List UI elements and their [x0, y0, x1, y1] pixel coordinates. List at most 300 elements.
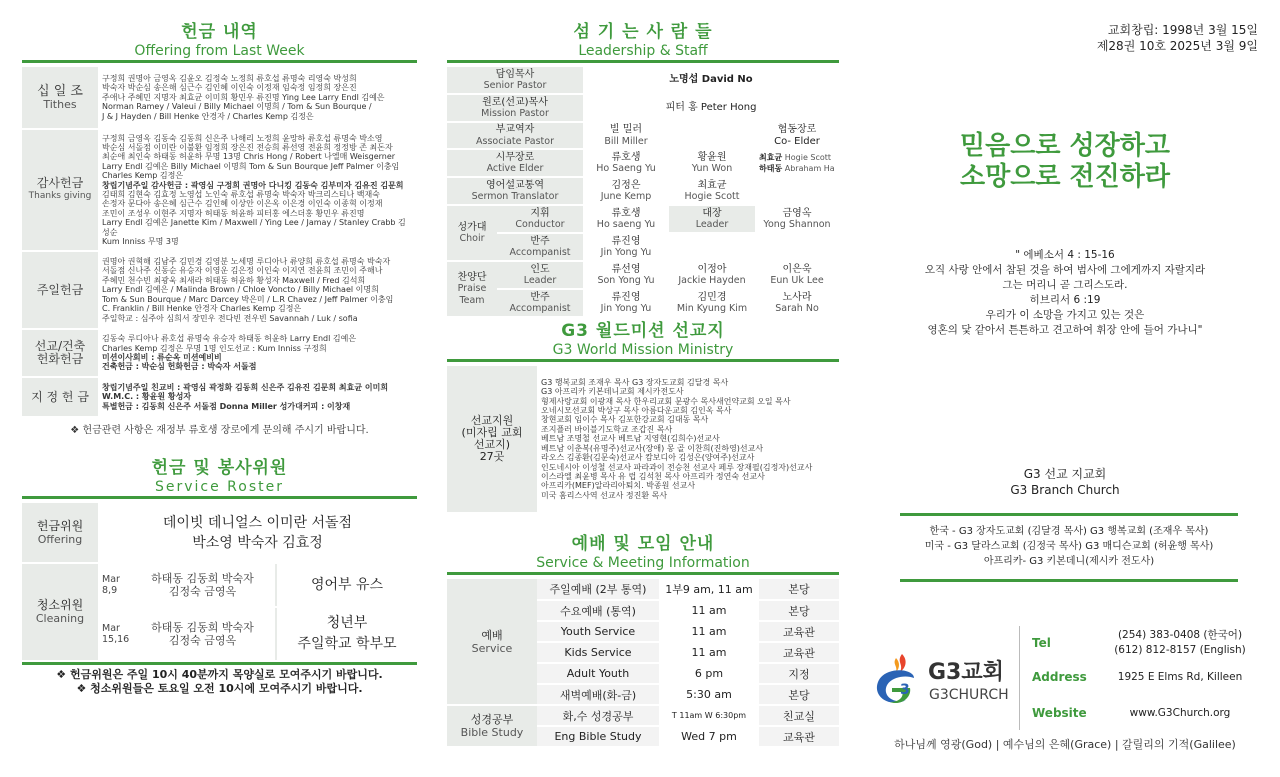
roster-offering-row [22, 503, 417, 563]
offering-line: 창립기념주일 친교비 : 곽영심 곽정화 김동희 신은주 김유진 김문희 최효균 이미희 [102, 382, 389, 392]
staff-value [669, 205, 755, 233]
staff-label-en: Praise [457, 283, 487, 295]
staff-label-en: Active Elder [486, 163, 544, 174]
staff-value [669, 149, 755, 177]
roster-table [22, 503, 417, 662]
offering-row-label [22, 129, 98, 251]
offering-line: C. Franklin / Bill Henke 안경자 Charles Kemp 김정은 [102, 304, 302, 314]
staff-name-ko: 이은욱 [782, 263, 812, 275]
mission-line: 인도네시아 이성철 선교사 파라과이 전승천 선교사 페루 장재필(김정자)선교사 [541, 462, 813, 472]
offering-line: 미션이사회비 : 류순옥 미션예비비 [102, 353, 222, 362]
mission-row [447, 366, 839, 512]
mission-line: 베트남 이춘복(유명주)선교사(장애) 몽 골 이찬희(진하영)선교사 [541, 443, 764, 453]
staff-name-en: Hogie Scott [684, 191, 740, 202]
offering-row-label [22, 67, 98, 129]
offering-label-ko2: 헌화헌금 [36, 352, 84, 366]
service-name: 주일예배 (2부 통역) [537, 579, 659, 600]
staff-label-en: Mission Pastor [481, 108, 549, 119]
staff-value [583, 261, 669, 289]
staff-value [669, 289, 755, 317]
staff-value [583, 67, 839, 94]
roster-date-days: 15,16 [102, 634, 130, 645]
staff-name-en: Ho saeng Yu [596, 219, 656, 230]
contact-website [1032, 706, 1258, 726]
staff-label-ko: 시무장로 [495, 151, 535, 163]
mission-section-title [447, 321, 839, 359]
staff-row-associate [447, 122, 839, 149]
offering-line: 주애나 주혜민 지명자 최효균 이미희 황민우 류진명 Ying Lee Larry Endl 김예은 [102, 92, 385, 102]
service-name: Adult Youth [537, 663, 659, 684]
staff-value [755, 289, 839, 317]
staff-name-ko: 협동장로 [777, 124, 817, 135]
offering-line: 구정희 금영옥 김동숙 김동희 신은주 나해리 노정희 윤망하 류호섭 류명숙 박소영 [102, 133, 383, 143]
staff-name-en: Min Kyung Kim [676, 303, 748, 314]
roster-cleaning-names-line: 하태동 김동희 박숙자 [151, 621, 254, 634]
staff-row-senior [447, 67, 839, 94]
service-row [447, 705, 839, 726]
contact-address [1032, 670, 1258, 690]
service-time: 1부9 am, 11 am [659, 579, 759, 600]
service-time: 5:30 am [659, 684, 759, 705]
offering-row-names [98, 251, 417, 329]
staff-name-en: Jackie Hayden [678, 275, 746, 286]
staff-row-praise-accompanist [447, 289, 839, 317]
mission-pastor-name: 피터 홍 Peter Hong [665, 102, 757, 114]
roster-date-month: Mar [102, 623, 120, 634]
staff-name-en: Yun Won [691, 163, 733, 174]
offering-line: 구정희 권명아 금영옥 김윤오 김정숙 노정희 류호섭 류명숙 리영숙 박성희 [102, 73, 357, 83]
staff-label-en: Team [459, 294, 485, 306]
service-group-label [447, 705, 537, 747]
church-logo [870, 645, 1020, 715]
mission-label-line: 27곳 [479, 450, 505, 463]
offering-table [22, 67, 417, 418]
staff-section-title [447, 22, 839, 60]
staff-name-ko: 노사라 [782, 291, 812, 303]
offering-label-en: Tithes [43, 97, 77, 111]
roster-note-2: ❖ 청소위원들은 토요일 오전 10시에 모여주시기 바랍니다. [76, 682, 363, 695]
offering-line: 손정자 문다아 송은혜 심근수 김인혜 이상안 이은옥 이은경 이인숙 이종혁 이정재 [102, 199, 383, 209]
staff-table [447, 67, 839, 318]
offering-line: Norman Ramey / Valeui / Billy Michael 이명희 / Tom & Sun Bourque / [102, 102, 372, 112]
staff-name-pair [759, 163, 839, 175]
roster-cleaning-names-line: 김정숙 금영옥 [168, 585, 237, 598]
staff-row-sermon [447, 177, 839, 205]
staff-label-en: Accompanist [509, 303, 571, 314]
staff-value [583, 122, 669, 149]
staff-label-en: Leader [523, 275, 557, 286]
staff-label-ko: 반주 [530, 235, 550, 247]
offering-line: Larry Endl 김예은 Janette Kim / Maxwell / Ying Lee / Jamay / Stanley Crabb 김성순 [102, 218, 406, 237]
logo-text-ko: G3교회 [928, 660, 1004, 685]
website-link[interactable]: www.G3Church.org [1129, 707, 1231, 719]
service-row [447, 579, 839, 600]
offering-line: 창립기념주일 감사헌금 : 곽영심 구정희 권명아 다니킹 김동숙 김부미자 김유진 김문희 [102, 180, 404, 190]
staff-name-en: Jin Yong Yu [600, 303, 652, 314]
service-name: 새벽예배(화-금) [537, 684, 659, 705]
staff-label-ko: 지휘 [530, 207, 550, 219]
offering-label-ko: 지 정 헌 금 [31, 389, 89, 404]
staff-name-ko: 류호생 [611, 207, 641, 219]
branch-line: 아프리카- G3 키본데니(제시카 전도사) [983, 556, 1155, 567]
staff-label-en: Accompanist [509, 247, 571, 258]
roster-note-1: ❖ 헌금위원은 주일 10시 40분까지 목양실로 모여주시기 바랍니다. [56, 668, 383, 681]
mission-title-ko: G3 월드미션 선교지 [561, 321, 725, 341]
staff-value [755, 122, 839, 149]
offering-line: Charles Kemp 김정은 [102, 171, 184, 181]
offering-rule [22, 60, 417, 63]
offering-line: 권명아 권혁해 김남주 김민경 김영분 노세명 루디아나 류양희 류호섭 류명숙 박숙자 [102, 257, 391, 267]
service-name: 화,수 성경공부 [537, 705, 659, 726]
branch-list [900, 513, 1238, 582]
motto [870, 131, 1260, 193]
mission-line: 아프리카(MEF)알라리아퇴치. 박종원 선교사 [541, 481, 696, 491]
mission-line: 미국 홈리스사역 선교사 정진환 목사 [541, 490, 668, 500]
staff-name-ko: 이정아 [697, 263, 727, 275]
roster-cleaning-label-ko: 청소위원 [36, 598, 84, 612]
offering-row-sunday [22, 251, 417, 329]
staff-value [755, 205, 839, 233]
staff-name-en: Jin Yong Yu [600, 247, 652, 258]
service-group-en: Bible Study [460, 726, 524, 739]
service-name: Eng Bible Study [537, 726, 659, 747]
website-label: Website [1032, 706, 1087, 720]
staff-label-ko: 원로(선교)목사 [482, 96, 548, 108]
roster-offering-label-en: Offering [37, 532, 83, 546]
offering-row-names [98, 329, 417, 377]
verse-line: " 에베소서 4 : 15-16 [1015, 249, 1115, 261]
service-place: 교육관 [759, 621, 839, 642]
offering-section-title [22, 22, 417, 60]
staff-row-choir-accompanist [447, 233, 839, 261]
staff-label-en: Choir [459, 233, 485, 244]
service-time: T 11am W 6:30pm [659, 705, 759, 726]
offering-label-en: Thanks giving [28, 191, 92, 201]
offering-row-label [22, 329, 98, 377]
roster-cleaning-group [276, 607, 417, 661]
staff-title-en: Leadership & Staff [578, 43, 708, 59]
roster-cleaning-label [22, 563, 98, 661]
roster-cleaning-group-line: 청년부 [326, 615, 368, 631]
offering-row-label [22, 251, 98, 329]
staff-label-ko: 성가대 [457, 221, 487, 233]
tel-values [1100, 628, 1260, 658]
staff-value [583, 289, 669, 317]
staff-value [755, 149, 839, 177]
offering-title-ko: 헌금 내역 [181, 22, 258, 42]
staff-name-ko: 최효균 [759, 152, 783, 162]
service-rule [447, 572, 839, 575]
staff-name-en: Eun Uk Lee [770, 275, 824, 286]
staff-label-ko: 대장 [702, 207, 722, 219]
svg-text:3: 3 [900, 682, 910, 698]
offering-line: Charles Kemp 김정은 무명 1명 인도선교 : Kum Inniss 구정희 [102, 343, 327, 353]
staff-value [583, 205, 669, 233]
branch-line: 한국 - G3 장자도교회 (김달경 목사) G3 행복교회 (조재우 목사) [929, 526, 1209, 537]
mission-label-line: 선교지) [473, 438, 511, 451]
staff-name-en: Sarah No [775, 303, 819, 314]
verse-line: 우리가 이 소망을 가지고 있는 것은 [985, 309, 1145, 321]
staff-name-en: Co- Elder [774, 135, 820, 147]
offering-line: 특별헌금 : 김동희 신은주 서돌점 Donna Miller 성가대커피 : 이창재 [102, 401, 351, 411]
service-group-label [447, 579, 537, 705]
roster-title-ko: 헌금 및 봉사위원 [151, 458, 288, 478]
staff-name-en: Son Yong Yu [597, 275, 655, 286]
roster-rule [22, 496, 417, 499]
roster-offering-names-line: 데이빗 데니얼스 이미란 서돌점 [162, 514, 353, 531]
roster-date-month: Mar [102, 574, 120, 585]
service-place: 본당 [759, 600, 839, 621]
service-place: 본당 [759, 579, 839, 600]
staff-name-en: Hogie Scott [784, 152, 832, 162]
roster-offering-label-ko: 헌금위원 [36, 518, 84, 533]
staff-row-choir-conductor [447, 205, 839, 233]
staff-value [583, 149, 669, 177]
staff-row-mission [447, 94, 839, 122]
roster-offering-names-line: 박소영 박숙자 김효정 [192, 534, 323, 551]
contact-tel [1032, 626, 1258, 666]
service-name: 수요예배 (통역) [537, 600, 659, 621]
staff-name-ko: 황윤원 [697, 151, 727, 163]
roster-cleaning-group-line: 영어부 유스 [310, 576, 384, 593]
staff-row-praise-leader [447, 261, 839, 289]
roster-cleaning-names [130, 607, 276, 661]
establishment-info [1097, 22, 1258, 54]
staff-name-ko: 하태동 [759, 164, 783, 173]
service-section-title [447, 534, 839, 572]
branch-line: 미국 - G3 달라스교회 (김정국 목사) G3 매디슨교회 (허윤행 목사) [924, 541, 1214, 552]
offering-column [22, 22, 417, 696]
mission-list [537, 366, 839, 512]
roster-offering-label [22, 503, 98, 563]
service-place: 교육관 [759, 726, 839, 747]
verse-line: 그는 머리니 곧 그리스도라. [1002, 279, 1128, 291]
mission-title-en: G3 World Mission Ministry [552, 342, 734, 358]
mission-line: 라오스 김종환(김문숙)선교사 캄보디아 김성은(양여주)선교사 [541, 453, 755, 463]
issue-info: 제28권 10호 2025년 3월 9일 [1096, 39, 1258, 53]
offering-row-thanks [22, 129, 417, 251]
service-place: 친교실 [759, 705, 839, 726]
roster-title-en: Service Roster [154, 479, 284, 495]
staff-name-en: Ho Saeng Yu [596, 163, 656, 174]
offering-line: 서돌점 신나주 신동순 유승자 이영운 김은정 이인숙 이지연 전윤희 조민이 주해나 [102, 266, 383, 276]
service-time: Wed 7 pm [659, 726, 759, 747]
roster-date [98, 563, 130, 607]
verse-line: 영혼의 닻 같아서 튼튼하고 견고하여 휘장 안에 들어 가나니" [927, 324, 1203, 336]
staff-name-ko: 류진영 [611, 235, 641, 247]
offering-row-names [98, 377, 417, 417]
staff-title-ko: 섬 기 는 사 람 들 [573, 22, 713, 42]
staff-group-label [447, 261, 497, 317]
service-time: 6 pm [659, 663, 759, 684]
staff-row-active-elder [447, 149, 839, 177]
mission-label-line: (미자립 교회 [461, 426, 523, 439]
staff-label [447, 94, 583, 122]
offering-line: 주혜민 천수빈 최광욱 최새라 허태동 허윤하 황성자 Maxwell / Fred 김석희 [102, 275, 366, 285]
offering-line: W.M.C. : 황윤원 황성자 [102, 392, 192, 402]
roster-date-days: 8,9 [102, 585, 118, 596]
staff-empty [669, 233, 839, 261]
service-name: Youth Service [537, 621, 659, 642]
roster-cleaning-names [130, 563, 276, 607]
staff-value [583, 233, 669, 261]
staff-name-en: June Kemp [600, 191, 652, 202]
staff-name-ko: 류진영 [611, 291, 641, 303]
staff-name-en: Bill Miller [604, 135, 648, 147]
staff-value [583, 94, 839, 122]
staff-label-ko: 담임목사 [495, 68, 535, 80]
staff-label-ko: 반주 [530, 291, 550, 303]
staff-group-label [447, 205, 497, 261]
offering-line: Kum Inniss 무명 3명 [102, 237, 179, 247]
staff-rule [447, 60, 839, 63]
staff-label-ko: 영어설교통역 [486, 179, 544, 191]
staff-label-en: Associate Pastor [476, 135, 554, 147]
branch-heading-en: G3 Branch Church [1010, 483, 1120, 497]
tel-label: Tel [1032, 636, 1051, 650]
offering-line: 주일학교 : 심주아 심희서 장민우 전다빈 전우빈 Savannah / Luk / sofia [102, 313, 358, 323]
tel-number[interactable]: (612) 812-8157 (English) [1114, 644, 1246, 656]
verse-line: 오직 사랑 안에서 참된 것을 하여 범사에 그에게까지 자랄지라 [924, 264, 1206, 276]
mission-line: 오네시모선교회 박상구 목사 아름다운교회 김인옥 목사 [541, 406, 732, 416]
offering-row-names [98, 67, 417, 129]
bible-verse [870, 248, 1260, 338]
staff-label [497, 205, 583, 233]
staff-value [669, 177, 755, 205]
staff-label [497, 261, 583, 289]
cover-column [870, 0, 1270, 777]
offering-line: Larry Endl 김예은 Billy Michael 이명희 Tom & Sun Bourque Jeff Palmer 이충임 [102, 161, 400, 171]
offering-line: 김동숙 루디아나 류호섭 류명숙 유승자 하태동 허윤하 Larry Endl 김예은 [102, 334, 357, 344]
g3-logo-icon [870, 648, 926, 710]
staff-name-ko: 김민경 [697, 291, 727, 303]
motto-line: 믿음으로 성장하고 [960, 131, 1170, 161]
service-title-en: Service & Meeting Information [536, 555, 750, 571]
service-table [447, 579, 839, 748]
service-place: 교육관 [759, 642, 839, 663]
staff-label-en: Leader [695, 219, 729, 230]
staff-label-en: Sermon Translator [471, 191, 559, 202]
staff-label-ko: 부교역자 [495, 124, 535, 135]
mission-label [447, 366, 537, 512]
tel-number[interactable]: (254) 383-0408 (한국어) [1117, 629, 1243, 641]
staff-label [497, 289, 583, 317]
roster-bottom-rule [22, 662, 417, 665]
offering-line: J & J Hayden / Bill Henke 안경자 / Charles Kemp 김정은 [102, 111, 314, 121]
branch-heading [870, 466, 1260, 498]
staff-label-ko: 인도 [530, 263, 550, 275]
offering-label-ko: 십 일 조 [37, 83, 83, 99]
offering-row-names [98, 129, 417, 251]
mission-line: G3 행복교회 조재우 목사 G3 장자도교회 김달경 목사 [541, 377, 729, 387]
staff-label [447, 177, 583, 205]
staff-label-en: Conductor [515, 219, 565, 230]
mission-line: 조지플러 바이블기도학교 조갑진 목사 [541, 424, 673, 434]
service-group-en: Service [471, 641, 513, 655]
offering-line: 김태희 김현숙 김효정 노영섭 노인숙 류호섭 류명숙 박숙자 박크리스티나 백재숙 [102, 190, 380, 199]
mission-rule [447, 359, 839, 362]
staff-label [447, 67, 583, 94]
offering-note: ❖ 헌금관련 사항은 재정부 류호생 장로에게 문의해 주시기 바랍니다. [70, 425, 369, 436]
offering-line: 박순심 서돌점 이미란 이불환 임정희 장은진 전승희 류선영 전윤희 정정방 존 최돈자 [102, 142, 393, 152]
tagline: 하나님께 영광(God) | 예수님의 은혜(Grace) | 갈릴리의 기적(Galilee) [894, 738, 1236, 751]
staff-empty [755, 177, 839, 205]
address-label: Address [1032, 670, 1087, 684]
staff-name-en: Yong Shannon [763, 219, 831, 230]
mission-table [447, 366, 839, 512]
staff-label [497, 233, 583, 261]
service-place: 본당 [759, 684, 839, 705]
offering-row-label [22, 377, 98, 417]
staff-name-ko: 빌 밀러 [609, 124, 643, 135]
service-place: 지정 [759, 663, 839, 684]
motto-line: 소망으로 전진하라 [960, 162, 1170, 192]
service-title-ko: 예배 및 모임 안내 [571, 534, 715, 554]
staff-name-en: Abraham Ha [784, 164, 835, 173]
logo-text-en: G3CHURCH [929, 687, 1009, 703]
offering-row-designated [22, 377, 417, 417]
offering-label-ko: 감사헌금 [36, 176, 84, 190]
offering-title-en: Offering from Last Week [134, 43, 305, 59]
service-group-ko: 성경공부 [470, 713, 514, 726]
address-value: 1925 E Elms Rd, Killeen [1117, 671, 1243, 683]
roster-cleaning-names-line: 하태동 김동희 박숙자 [151, 572, 254, 585]
staff-column [447, 22, 839, 748]
staff-name-ko: 류호생 [611, 151, 641, 163]
staff-empty [669, 122, 755, 149]
roster-offering-names [98, 503, 417, 563]
staff-name-ko: 김정은 [611, 179, 641, 191]
branch-heading-ko: G3 선교 지교회 [1023, 467, 1107, 481]
offering-line: Larry Endl 김예은 / Malinda Brown / Chloe Voncto / Billy Michael 이명희 [102, 285, 379, 295]
mission-line: 창현교회 임이수 목사 김포한강교회 김대동 목사 [541, 415, 709, 425]
senior-pastor-name: 노명섭 David No [669, 74, 753, 86]
offering-row-tithes [22, 67, 417, 129]
service-time: 11 am [659, 642, 759, 663]
roster-cleaning-row-1 [22, 563, 417, 607]
roster-date [98, 607, 130, 661]
service-time: 11 am [659, 621, 759, 642]
staff-label [447, 149, 583, 177]
service-time: 11 am [659, 600, 759, 621]
staff-label-en: Senior Pastor [483, 80, 547, 91]
offering-line: 최순애 최인숙 하태동 허윤하 무명 13명 Chris Hong / Robert 나엘매 Weisgerner [102, 152, 396, 162]
mission-line: 형제사랑교회 이광재 목사 한우리교회 문광수 목사새언약교회 오일 목사 [541, 396, 791, 406]
staff-name-ko: 류선영 [611, 263, 641, 275]
offering-line: Tom & Sun Bourque / Marc Darcey 박은미 / L.R Chavez / Jeff Palmer 이충임 [102, 294, 394, 304]
mission-line: 이스라엘 최윤병 목사 유 럽 김석천 목사 아프리카 정연숙 선교사 [541, 471, 765, 481]
roster-section-title [22, 458, 417, 496]
mission-line: 베트남 조명철 선교사 베트남 지영현(김희수)선교사 [541, 434, 720, 444]
offering-label-ko: 주일헌금 [36, 282, 84, 297]
service-group-ko: 예배 [481, 628, 503, 642]
mission-line: G3 아프리카 키본데니교회 제시카전도사 [541, 387, 684, 397]
staff-label-ko: 찬양단 [457, 271, 487, 283]
offering-line: 박숙자 박순심 송은해 심근수 김인혜 이인숙 이정재 임숙정 임정희 장은진 [102, 83, 357, 93]
roster-cleaning-label-en: Cleaning [35, 612, 85, 625]
mission-label-line: 선교지원 [470, 414, 514, 427]
staff-value [583, 177, 669, 205]
staff-label [447, 122, 583, 149]
established-date: 교회창립: 1998년 3월 15일 [1107, 23, 1258, 37]
staff-name-pair [759, 152, 839, 164]
offering-line: 건축헌금 : 박순심 헌화헌금 : 박숙자 서돌점 [102, 362, 257, 372]
roster-cleaning-group [276, 563, 417, 607]
staff-name-ko: 최효균 [697, 179, 727, 191]
service-name: Kids Service [537, 642, 659, 663]
offering-label-ko: 선교/건축 [34, 339, 86, 353]
staff-value [755, 261, 839, 289]
